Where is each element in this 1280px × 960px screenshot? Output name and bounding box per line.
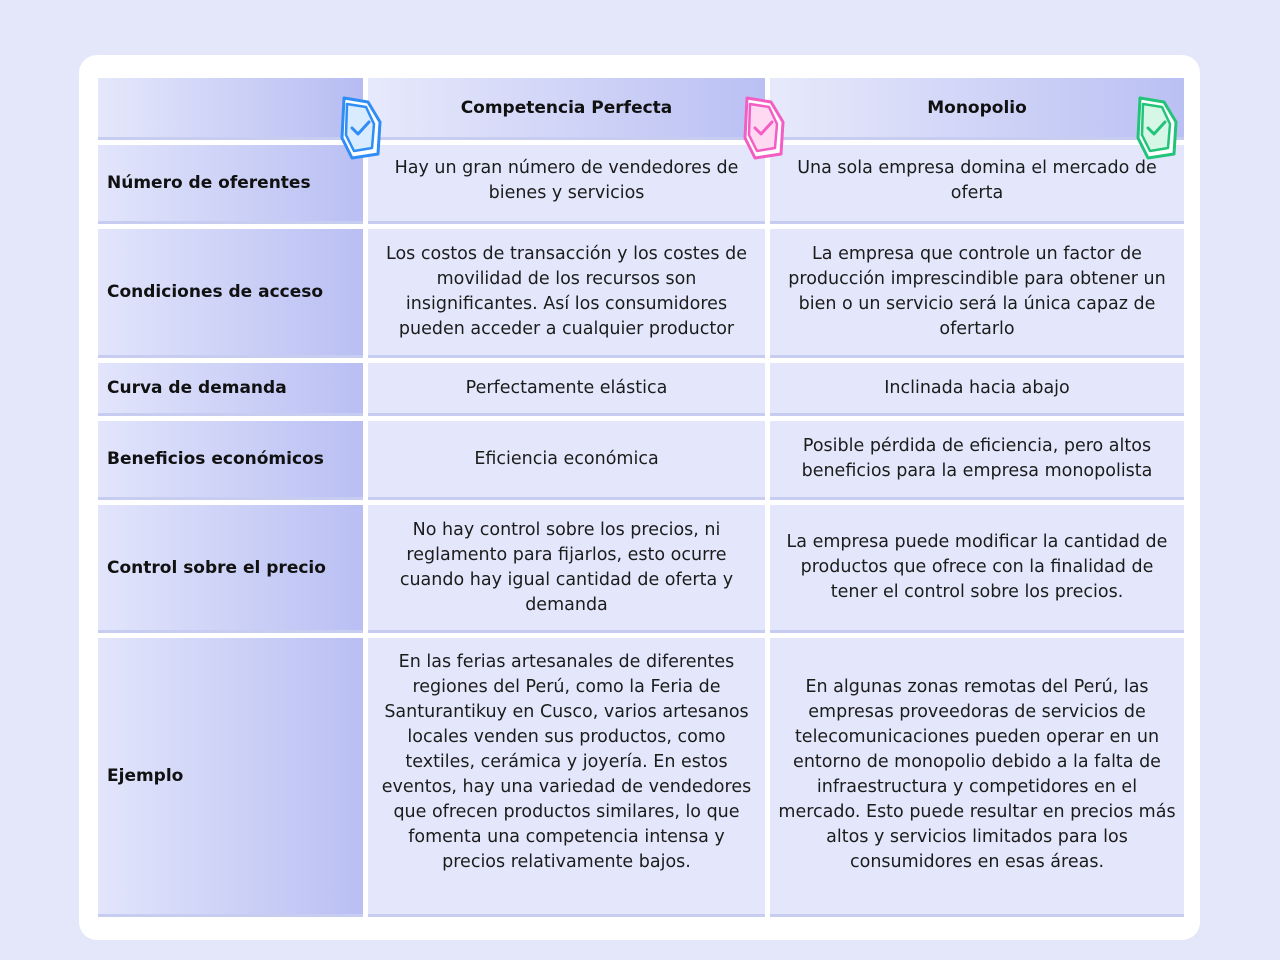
table-cell: Hay un gran número de vendedores de bienes y servicios — [368, 145, 765, 224]
table-corner-cell — [98, 78, 363, 140]
table-cell: En las ferias artesanales de diferentes regiones del Perú, como la Feria de Santurantikuy en Cusco, varios artesanos locales venden sus productos, como textiles, cerámica y joyería. En estos eventos, hay una variedad de vendedores que ofrecen productos similares, lo que fomenta una competencia intensa y precios relativamente bajos. — [368, 638, 765, 917]
table-cell: Perfectamente elástica — [368, 363, 765, 416]
table-cell: En algunas zonas remotas del Perú, las empresas proveedoras de servicios de telecomunicaciones pueden operar en un entorno de monopolio debido a la falta de infraestructura y competidores en el mercado. Esto puede resultar en precios más altos y servicios limitados para los consumidores en esas áreas. — [770, 638, 1184, 917]
column-header-label: Monopolio — [927, 97, 1027, 118]
row-header-ejemplo: Ejemplo — [98, 638, 363, 917]
row-header-beneficios: Beneficios económicos — [98, 421, 363, 500]
column-header-competencia — [368, 78, 765, 140]
row-header-oferentes: Número de oferentes — [98, 145, 363, 224]
table-cell: Los costos de transacción y los costes de movilidad de los recursos son insignificantes. Así los consumidores pueden acceder a cualquier productor — [368, 229, 765, 358]
column-header-label: Competencia Perfecta — [460, 97, 673, 118]
table-cell: Eficiencia económica — [368, 421, 765, 500]
green-check-badge-icon — [1132, 94, 1182, 164]
table-cell: No hay control sobre los precios, ni reglamento para fijarlos, esto ocurre cuando hay igual cantidad de oferta y demanda — [368, 505, 765, 633]
column-header-monopolio — [770, 78, 1184, 140]
pink-check-badge-icon — [739, 94, 789, 164]
row-header-precio: Control sobre el precio — [98, 505, 363, 633]
row-header-demanda: Curva de demanda — [98, 363, 363, 416]
table-cell: Posible pérdida de eficiencia, pero altos beneficios para la empresa monopolista — [770, 421, 1184, 500]
table-cell: La empresa puede modificar la cantidad de productos que ofrece con la finalidad de tener el control sobre los precios. — [770, 505, 1184, 633]
blue-check-badge-icon — [336, 94, 386, 164]
row-header-acceso: Condiciones de acceso — [98, 229, 363, 358]
table-cell: La empresa que controle un factor de producción imprescindible para obtener un bien o un servicio será la única capaz de ofertarlo — [770, 229, 1184, 358]
table-cell: Inclinada hacia abajo — [770, 363, 1184, 416]
table-cell: Una sola empresa domina el mercado de oferta — [770, 145, 1184, 224]
